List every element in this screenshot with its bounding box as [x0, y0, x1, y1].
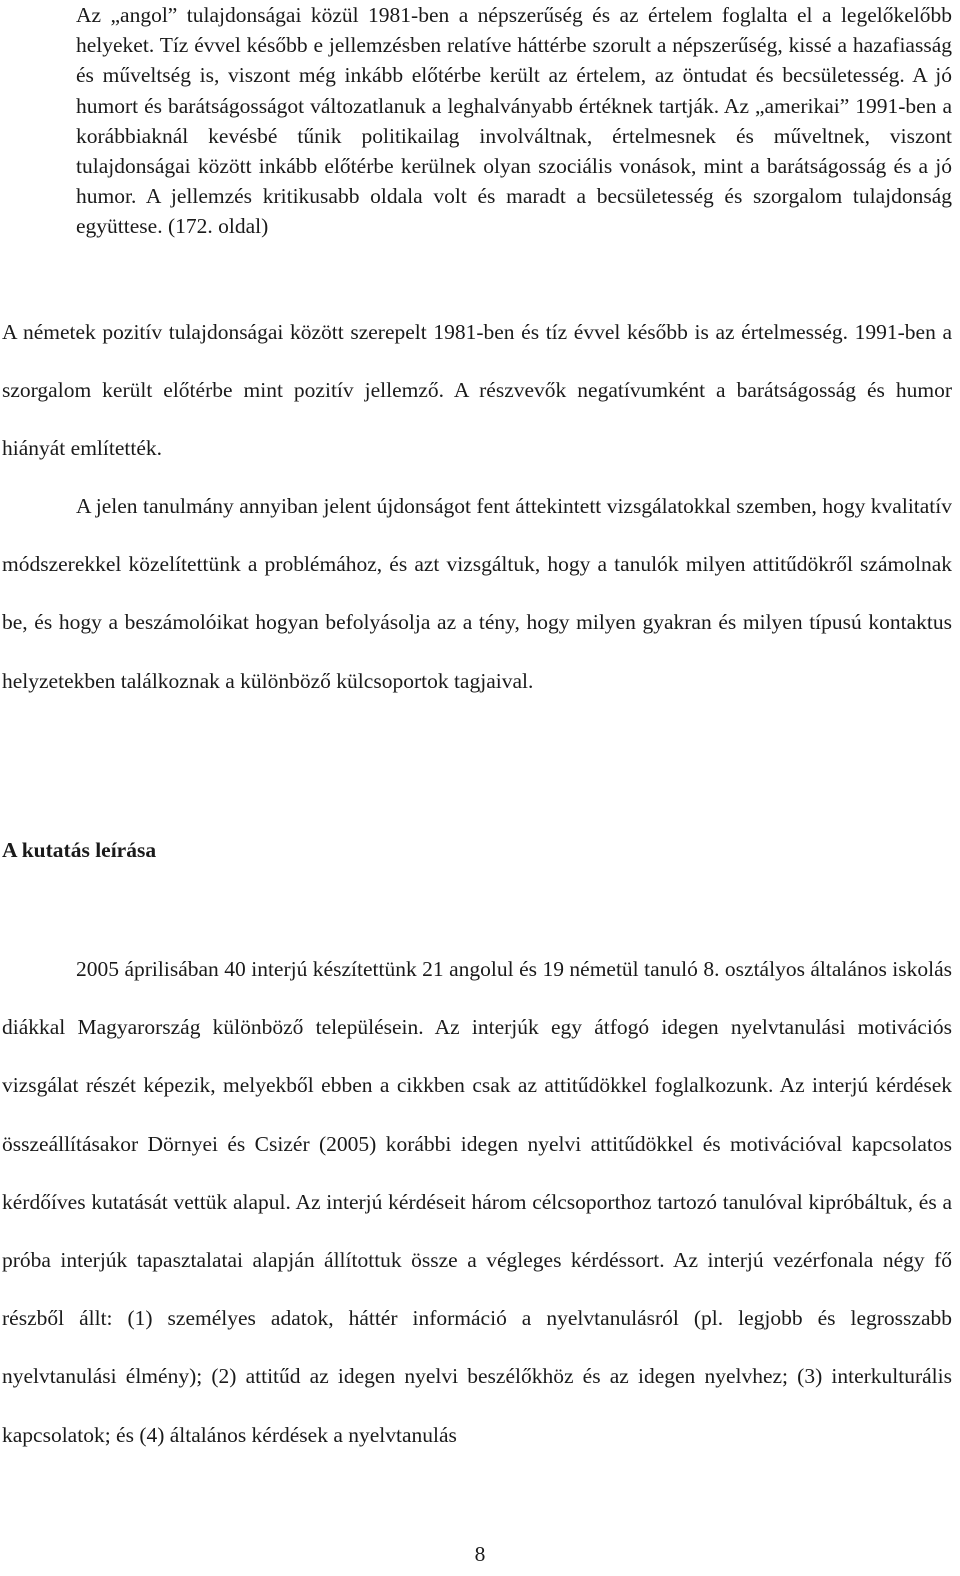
quote-block: Az „angol” tulajdonságai közül 1981-ben a népszerűség és az értelem foglalta el a legelőkelőbb helyeket. Tíz évvel később e jellemzésben relatíve háttérbe szorult a népszerűség, kissé a hazafiasság és műveltség is, viszont még inkább előtérbe került az értelem, az öntudat és becsületesség. A jó humort és barátságosságot változatlanuk a leghalványabb értéknek tartják. Az „amerikai” 1991-ben a korábbiaknál kevésbé tűnik politikailag involváltnak, értelmesnek és műveltnek, viszont tulajdonságai között inkább előtérbe kerülnek olyan szociális vonások, mint a barátságosság és a jó humor. A jellemzés kritikusabb oldala volt és maradt a becsületesség és szorgalom tulajdonság együttese. (172. oldal)	[76, 3, 952, 239]
paragraph-research: 2005 áprilisában 40 interjú készítettünk 21 angolul és 19 németül tanuló 8. osztályos általános iskolás diákkal Magyarország különböző településein. Az interjúk egy átfogó idegen nyelvtanulási motivációs vizsgálat részét képezik, melyekből ebben a cikkben csak az attitűdökkel foglalkozunk. Az interjú kérdések összeállításakor Dörnyei és Csizér (2005) korábbi idegen nyelvi attitűdökkel és motivációval kapcsolatos kérdőíves kutatását vettük alapul. Az interjú kérdéseit három célcsoporthoz tartozó tanulóval kipróbáltuk, és a próba interjúk tapasztalatai alapján állítottuk össze a végleges kérdéssort. Az interjú vezérfonala négy fő részből állt: (1) személyes adatok, háttér információ a nyelvtanulásról (pl. legjobb és legrosszabb nyelvtanulási élmény); (2) attitűd az idegen nyelvi beszélőkhöz és az idegen nyelvhez; (3) interkulturális kapcsolatok; és (4) általános kérdések a nyelvtanulás	[2, 957, 952, 1447]
paragraph-germans: A németek pozitív tulajdonságai között szerepelt 1981-ben és tíz évvel később is az értelmesség. 1991-ben a szorgalom került előtérbe mint pozitív jellemző. A részvevők negatívumként a barátságosság és humor hiányát említették.	[2, 320, 952, 461]
paragraph-study: A jelen tanulmány annyiban jelent újdonságot fent áttekintett vizsgálatokkal szemben, hogy kvalitatív módszerekkel közelítettünk a problémához, és azt vizsgáltuk, hogy a tanulók milyen attitűdökről számolnak be, és hogy a beszámolóikat hogyan befolyásolja az a tény, hogy milyen gyakran és milyen típusú kontaktus helyzetekben találkoznak a különböző külcsoportok tagjaival.	[2, 494, 952, 693]
page-number: 8	[474, 1542, 486, 1566]
section-heading: A kutatás leírása	[2, 838, 157, 862]
